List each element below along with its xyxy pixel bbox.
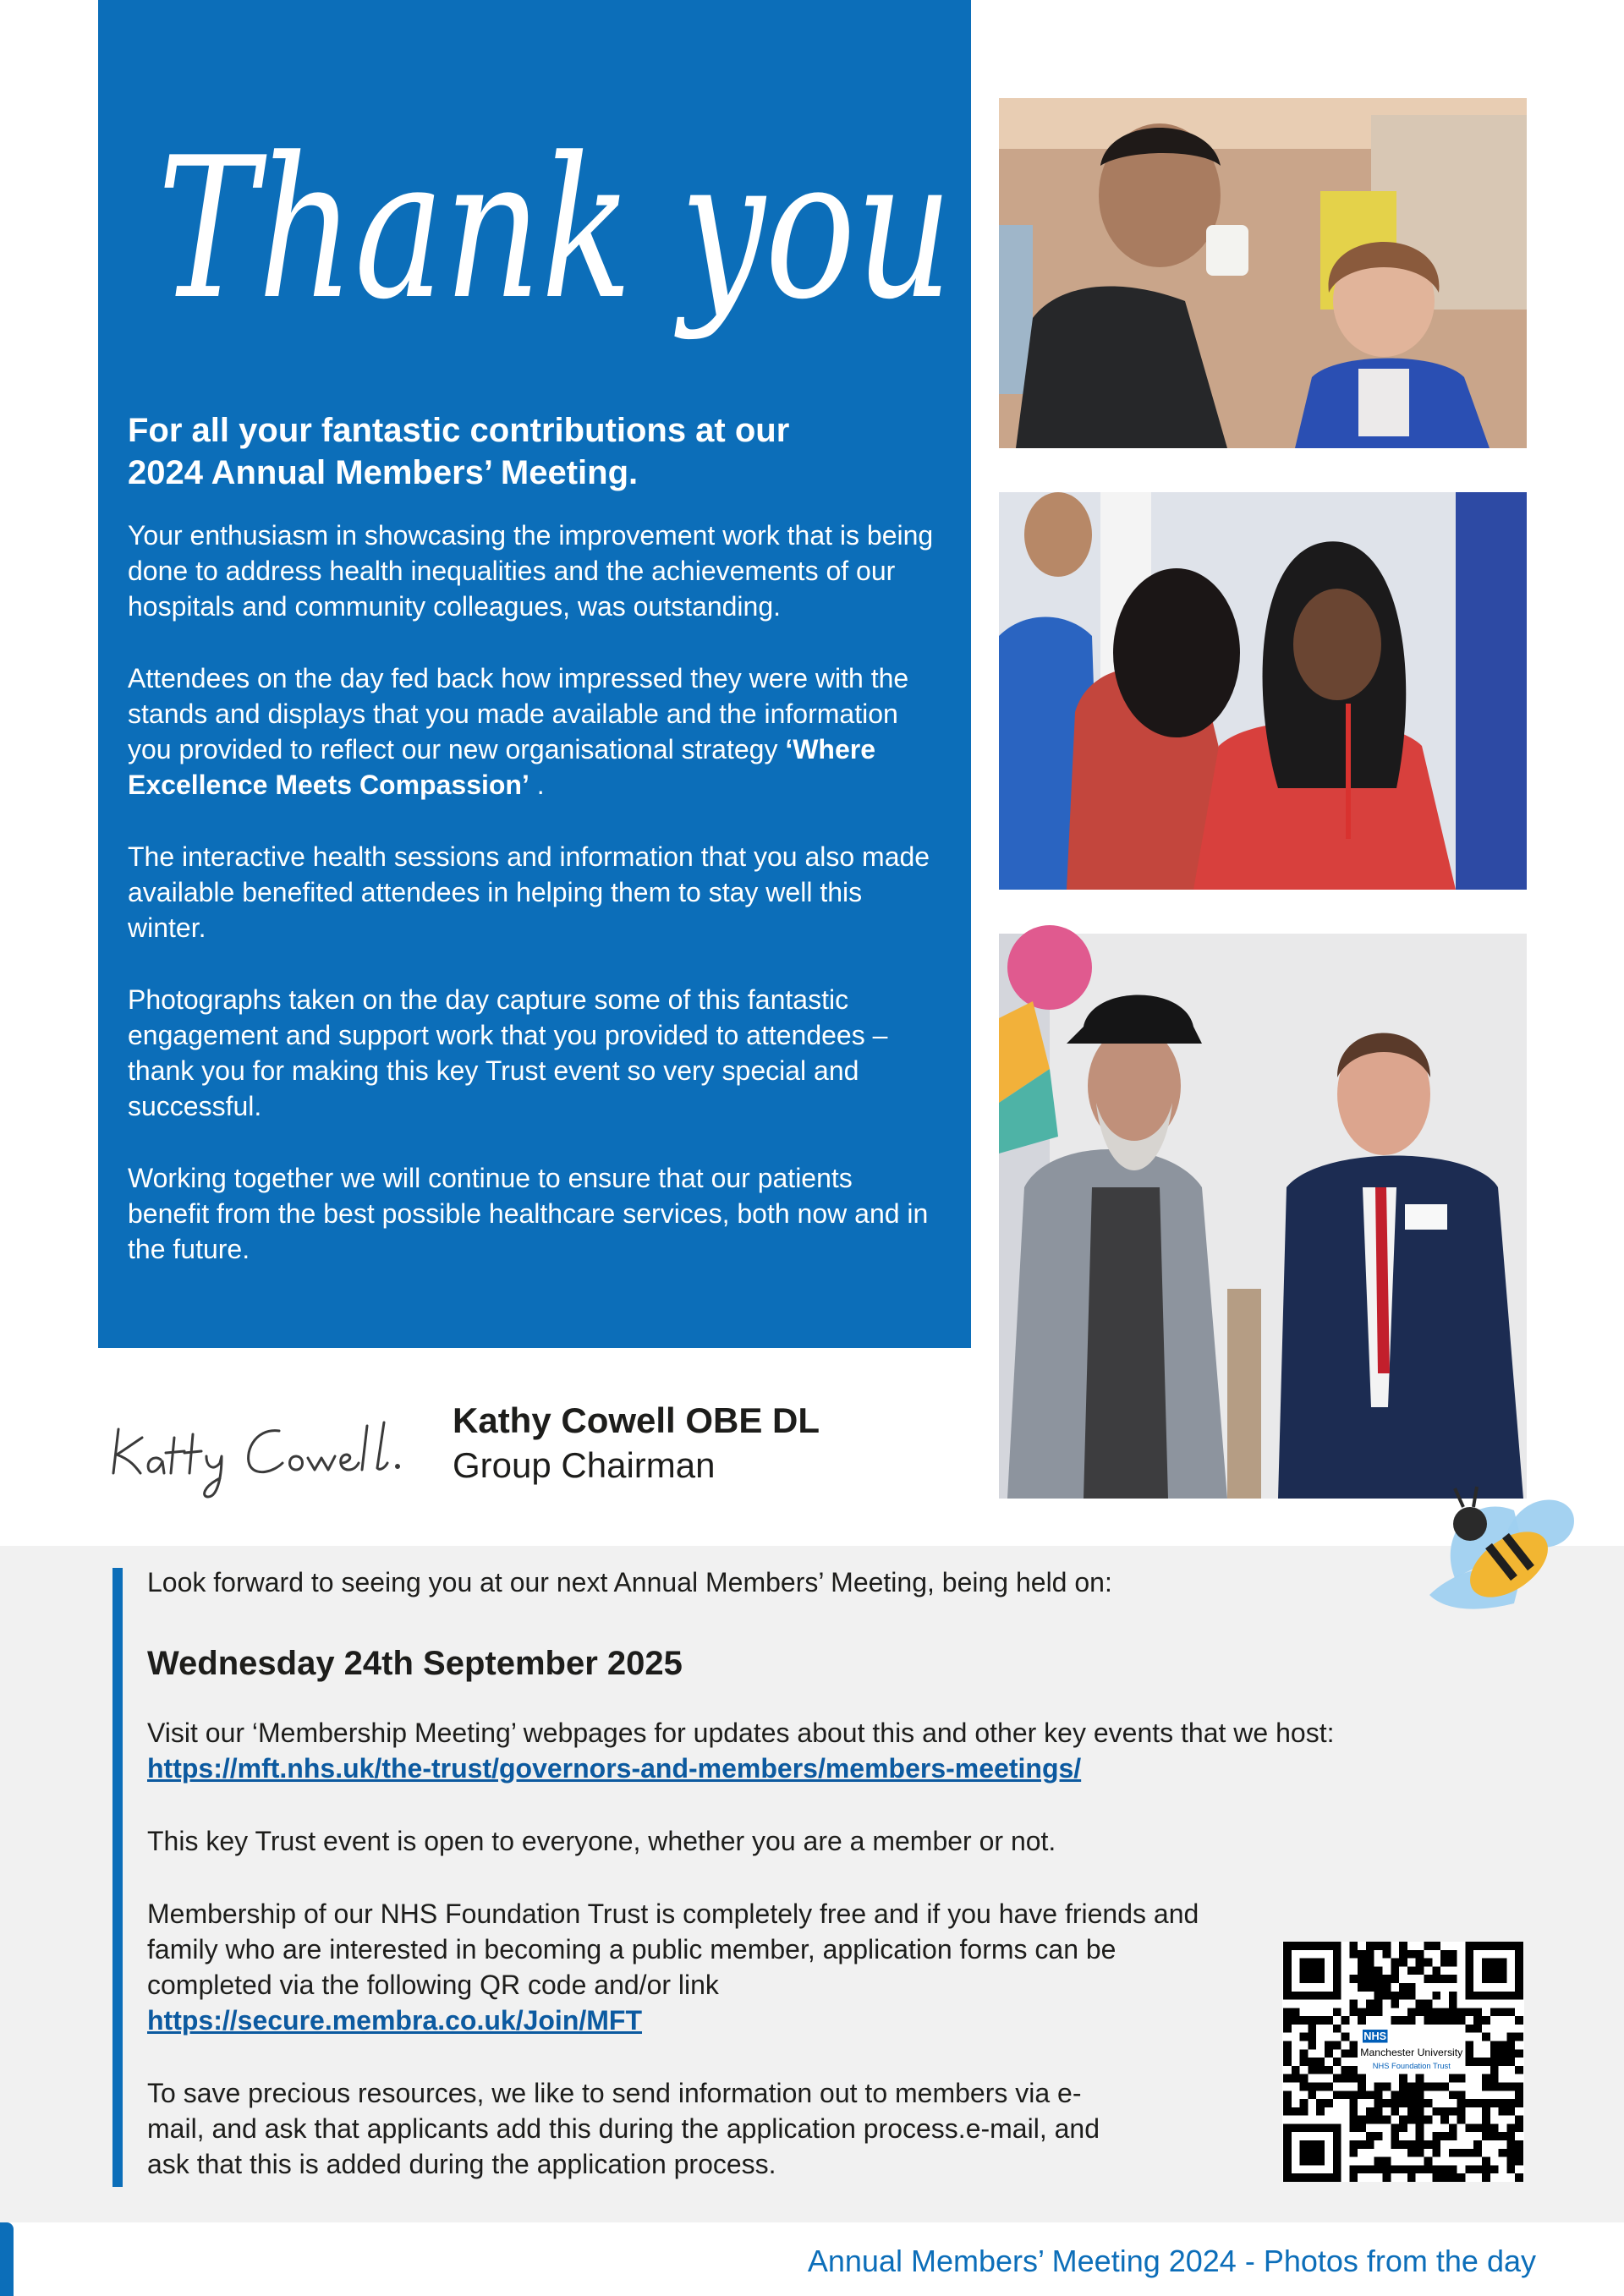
paragraph-attendees-end: . [529,770,545,800]
next-meeting-date: Wednesday 24th September 2025 [147,1645,683,1682]
open-to-everyone-text: This key Trust event is open to everyone, whether you are a member or not. [147,1826,1056,1856]
signer-role: Group Chairman [453,1445,716,1485]
handwritten-signature [102,1378,414,1505]
bee-illustration [1421,1477,1590,1629]
paragraph-attendees-start: Attendees on the day fed back how impressed they were with the stands and displays that you made available and the information you provided to reflect our new organisational strategy [128,663,909,764]
paragraph-photographs: Photographs taken on the day capture some of this fantastic engagement and support work that you provided to attendees – thank you for making this key Trust event so very special and successful. [128,984,888,1121]
heading-line-2: 2024 Annual Members’ Meeting. [128,454,639,491]
next-meeting-text [147,1564,1467,2182]
event-photo-3 [999,934,1527,1499]
panel-heading [128,409,940,494]
thank-you-text: Thank you [157,117,952,342]
paragraph-enthusiasm: Your enthusiasm in showcasing the improvement work that is being done to address health inequalities and the achievements of our hospitals and community colleagues, was outstanding. [128,520,934,622]
thank-you-panel [98,0,971,1348]
visit-webpages-text: Visit our ‘Membership Meeting’ webpages for updates about this and other key events that we host: [147,1718,1335,1748]
paragraph-health-sessions: The interactive health sessions and information that you also made available benefited attendees in helping them to stay well this winter. [128,841,930,943]
accent-bar [112,1568,123,2187]
members-meetings-link[interactable]: https://mft.nhs.uk/the-trust/governors-and-members/members-meetings/ [147,1753,1082,1784]
qr-org-line-2 [1373,2062,1451,2070]
next-meeting-intro: Look forward to seeing you at our next Annual Members’ Meeting, being held on: [147,1567,1112,1597]
footer-tab [0,2222,14,2296]
panel-body [128,409,940,1303]
footer-caption: Annual Members’ Meeting 2024 - Photos from the day [807,2244,1536,2278]
signer-name: Kathy Cowell OBE DL [453,1400,820,1440]
event-photo-2 [999,492,1527,890]
heading-line-1: For all your fantastic contributions at our [128,412,790,449]
paragraph-attendees [128,660,940,803]
qr-nhs-logo: NHS [1363,2030,1387,2043]
save-resources-text: To save precious resources, we like to send information out to members via e-mail, and ask that applicants add this during the application process.e-mail, and ask that this is added during the application process. [147,2078,1100,2179]
membership-qr-code[interactable] [1282,1942,1524,2182]
join-membership-link[interactable]: https://secure.membra.co.uk/Join/MFT [147,2005,642,2036]
event-photo-1 [999,98,1527,448]
qr-org-line-1: Manchester University [1360,2047,1463,2059]
membership-text: Membership of our NHS Foundation Trust is completely free and if you have friends and family who are interested in becoming a public member, application forms can be completed via the following QR code and/or link [147,1899,1199,2000]
thank-you-script-title [149,93,978,397]
paragraph-working-together: Working together we will continue to ensure that our patients benefit from the best possible healthcare services, both now and in the future. [128,1163,929,1264]
strategy-name: ‘Where Excellence Meets Compassion’ [128,734,876,800]
